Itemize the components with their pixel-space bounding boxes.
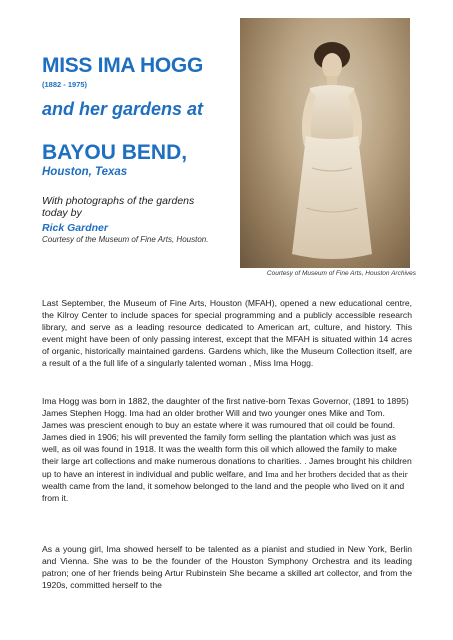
life-dates: (1882 - 1975) <box>42 80 88 89</box>
paragraph-2-serif-fragment: Ima and her brothers decided that as their <box>265 468 408 479</box>
photographer-name: Rick Gardner <box>42 222 108 234</box>
photo-intro-text: With photographs of the gardens today by <box>42 195 195 219</box>
photo-caption: Courtesy of Museum of Fine Arts, Houston Archives <box>266 270 416 277</box>
portrait-photo <box>240 18 410 268</box>
paragraph-1: Last September, the Museum of Fine Arts, Houston (MFAH), opened a new educational centre, the Kilroy Center to include spaces for special programming and a publicly accessible research library, and serve as a leading resource dedicated to American art, culture, and history. This event might have been of only passing interest, except that the MFAH is situated within 14 acres of organic, historically maintained gardens. Gardens which, like the Museum Collection itself, are a result of a the full life of a singularly talented woman , Miss Ima Hogg. <box>42 298 412 369</box>
paragraph-2-end: wealth came from the land, it somehow belonged to the land and the people who lived on it and from it. <box>42 480 405 503</box>
place-heading: BAYOU BEND, <box>42 141 188 164</box>
portrait-illustration <box>240 18 410 268</box>
portrait-image <box>240 18 410 268</box>
paragraph-2 <box>42 395 412 504</box>
article-title: MISS IMA HOGG <box>42 54 203 77</box>
paragraph-2-main: Ima Hogg was born in 1882, the daughter of the first native-born Texas Governor, (1891 to 1895) James Stephen Hogg. Ima had an older brother Will and two younger ones Mike and Tom. James was prescient enough to buy an estate where it was rumoured that oil could be found. James died in 1906; his will prevented the family form selling the plantation which was just as well, as oil was found in 1918. It was the wealth form this oil which allowed the family to make their large art collections and make numerous donations to charities. . James brought his children up to have an interest in individual and public welfare, and <box>42 396 412 479</box>
city-heading: Houston, Texas <box>42 166 128 178</box>
photo-courtesy-text: Courtesy of the Museum of Fine Arts, Houston. <box>42 235 209 244</box>
paragraph-3: As a young girl, Ima showed herself to be talented as a pianist and studied in New York, Berlin and Vienna. She was to be the founder of the Houston Symphony Orchestra and its leading patron; one of her friends being Artur Rubinstein She became a skilled art collector, and from the 1920s, committed herself to the <box>42 544 412 591</box>
article-subtitle: and her gardens at <box>42 99 204 119</box>
